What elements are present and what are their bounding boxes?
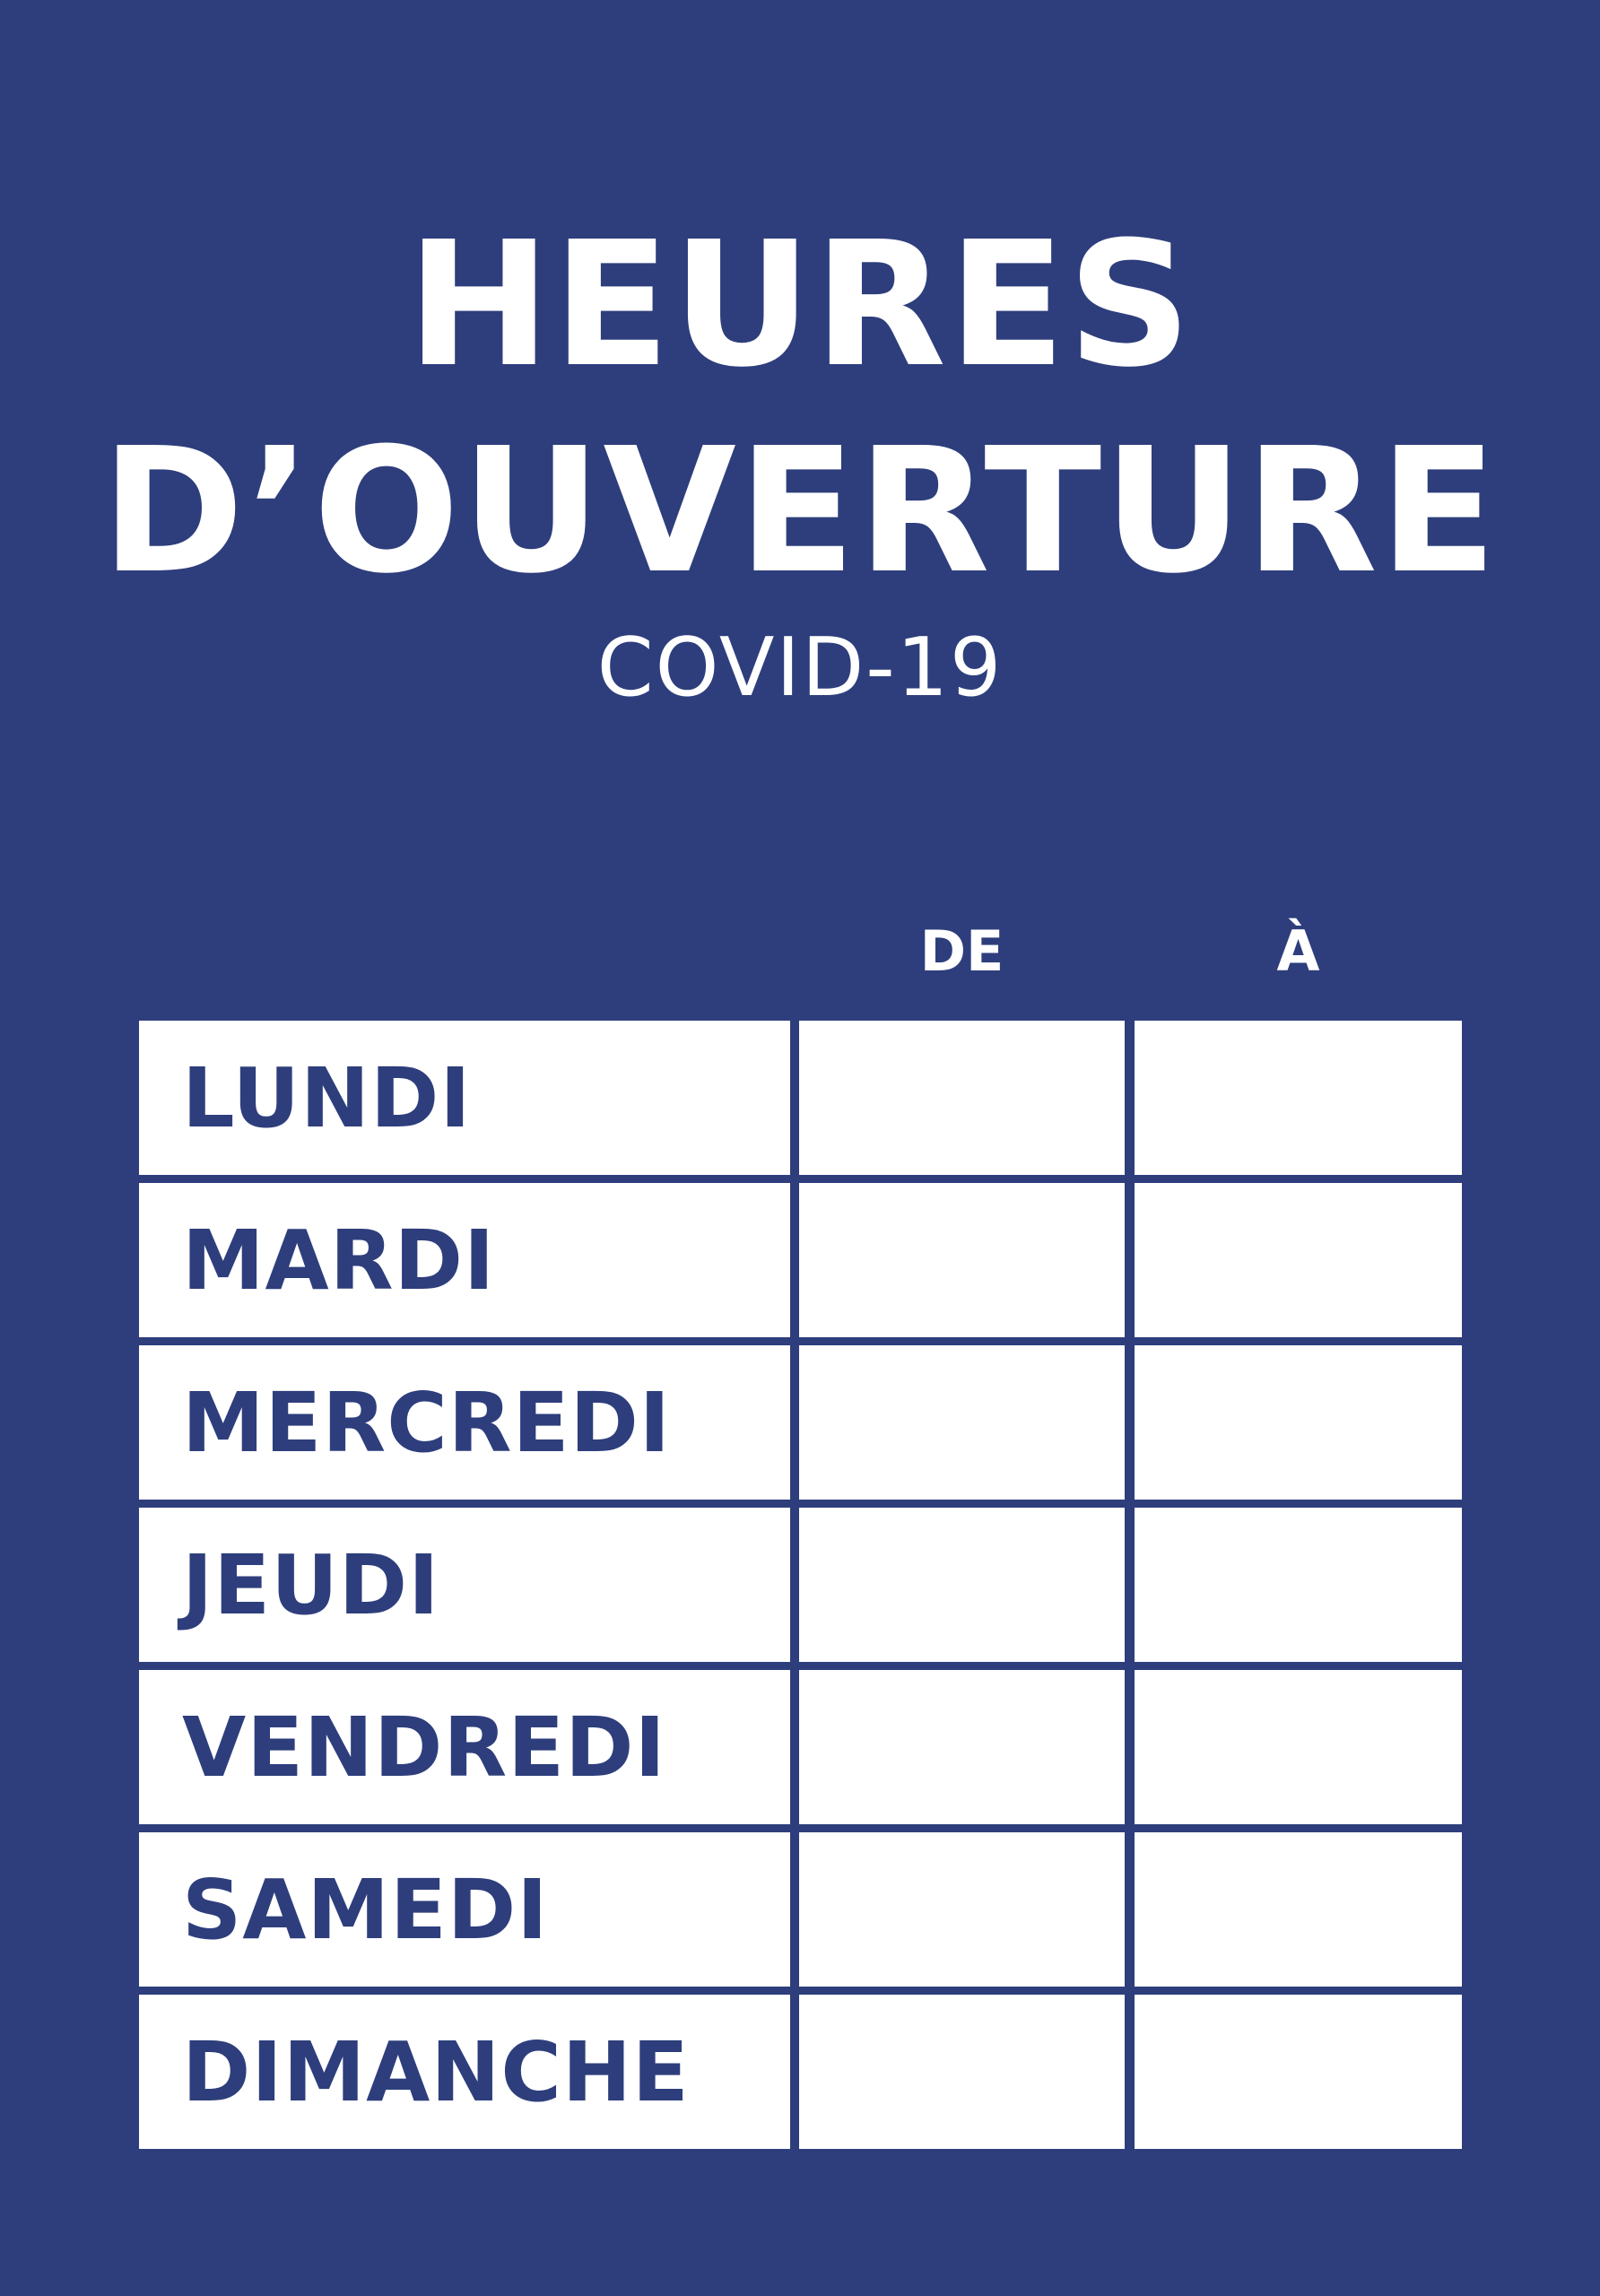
day-label-wednesday: MERCREDI [139,1345,790,1500]
table-row [139,1345,1462,1500]
table-row [139,1508,1462,1662]
day-label-monday: LUNDI [139,1021,790,1175]
day-label-friday: VENDREDI [139,1670,790,1824]
day-label-sunday: DIMANCHE [139,1995,790,2149]
table-row [139,1021,1462,1175]
hours-table [139,1021,1462,2157]
column-header-to: À [1276,918,1320,984]
closing-time-field[interactable] [1135,1021,1462,1175]
title-line-2: D’OUVERTURE [100,412,1500,612]
table-row [139,1670,1462,1824]
opening-time-field[interactable] [799,1021,1125,1175]
table-row [139,1995,1462,2149]
closing-time-field[interactable] [1135,1832,1462,1987]
closing-time-field[interactable] [1135,1345,1462,1500]
closing-time-field[interactable] [1135,1183,1462,1337]
closing-time-field[interactable] [1135,1995,1462,2149]
day-label-saturday: SAMEDI [139,1832,790,1987]
day-label-thursday: JEUDI [139,1508,790,1662]
closing-time-field[interactable] [1135,1670,1462,1824]
opening-time-field[interactable] [799,1832,1125,1987]
closing-time-field[interactable] [1135,1508,1462,1662]
subtitle: COVID-19 [596,621,1004,715]
day-label-tuesday: MARDI [139,1183,790,1337]
opening-time-field[interactable] [799,1183,1125,1337]
title-line-1: HEURES [406,205,1194,405]
opening-time-field[interactable] [799,1670,1125,1824]
table-row [139,1832,1462,1987]
opening-time-field[interactable] [799,1995,1125,2149]
opening-time-field[interactable] [799,1345,1125,1500]
column-header-from: DE [919,918,1004,984]
table-row [139,1183,1462,1337]
opening-time-field[interactable] [799,1508,1125,1662]
